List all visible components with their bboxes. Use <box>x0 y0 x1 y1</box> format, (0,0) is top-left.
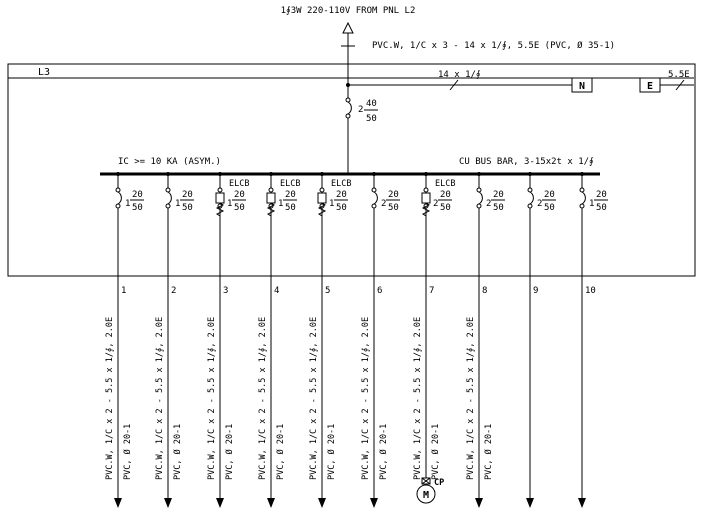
feeder-arrow-icon <box>114 498 122 508</box>
breaker-contact <box>528 188 532 192</box>
feeder-arrow-icon <box>318 498 326 508</box>
breaker-frame: 20 <box>493 190 504 200</box>
breaker-contact <box>218 188 222 192</box>
breaker-symbol <box>582 192 585 204</box>
cable-spec-label: PVC.W, 1/C x 2 - 5.5 x 1/∮, 2.0E <box>309 316 319 480</box>
branch-circuits <box>105 172 608 508</box>
breaker-symbol <box>479 192 482 204</box>
breaker-frame: 20 <box>234 190 245 200</box>
breaker-trip: 50 <box>285 203 296 213</box>
breaker-symbol <box>530 192 533 204</box>
feeder-arrow-icon <box>267 498 275 508</box>
conduit-spec-label: PVC, Ø 20-1 <box>431 423 441 480</box>
breaker-trip: 50 <box>336 203 347 213</box>
circuit-number: 8 <box>482 286 488 296</box>
breaker-trip: 50 <box>234 203 245 213</box>
cable-spec-label: PVC.W, 1/C x 2 - 5.5 x 1/∮, 2.0E <box>361 316 371 480</box>
breaker-trip: 50 <box>440 203 451 213</box>
breaker-frame: 20 <box>182 190 193 200</box>
breaker-poles: 1 <box>125 199 131 209</box>
breaker-contact <box>477 188 481 192</box>
breaker-poles: 1 <box>278 199 284 209</box>
breaker-contact <box>166 204 170 208</box>
ground-cable-label: 5.5E <box>668 70 690 80</box>
circuit-number: 6 <box>377 286 383 296</box>
circuit-number: 2 <box>171 286 177 296</box>
feed-cable-label: PVC.W, 1/C x 3 - 14 x 1/∮, 5.5E (PVC, Ø 35-1) <box>372 41 616 51</box>
main-breaker-trip: 50 <box>366 114 377 124</box>
cable-spec-label: PVC.W, 1/C x 2 - 5.5 x 1/∮, 2.0E <box>258 316 268 480</box>
motor-symbol: M <box>422 490 430 501</box>
conduit-spec-label: PVC, Ø 20-1 <box>173 423 183 480</box>
elcb-label: ELCB <box>229 179 250 189</box>
breaker-trip: 50 <box>388 203 399 213</box>
elcb-symbol <box>267 193 275 203</box>
cable-spec-label: PVC.W, 1/C x 2 - 5.5 x 1/∮, 2.0E <box>105 316 115 480</box>
breaker-contact <box>116 188 120 192</box>
neutral-bar-label: N <box>578 81 586 92</box>
breaker-contact <box>372 188 376 192</box>
circuit-number: 3 <box>223 286 229 296</box>
conduit-spec-label: PVC, Ø 20-1 <box>276 423 286 480</box>
breaker-contact <box>116 204 120 208</box>
breaker-poles: 1 <box>329 199 335 209</box>
elcb-label: ELCB <box>331 179 352 189</box>
ic-rating-label: IC >= 10 KA (ASYM.) <box>118 157 221 167</box>
cable-spec-label: PVC.W, 1/C x 2 - 5.5 x 1/∮, 2.0E <box>466 316 476 480</box>
main-breaker-frame: 40 <box>366 99 377 109</box>
panel-name: L3 <box>38 67 51 78</box>
elcb-label: ELCB <box>280 179 301 189</box>
main-breaker-symbol <box>348 102 351 114</box>
breaker-contact <box>528 204 532 208</box>
breaker-frame: 20 <box>440 190 451 200</box>
cable-spec-label: PVC.W, 1/C x 2 - 5.5 x 1/∮, 2.0E <box>207 316 217 480</box>
feed-arrow <box>343 23 353 33</box>
breaker-poles: 2 <box>381 199 387 209</box>
feeder-arrow-icon <box>370 498 378 508</box>
feeder-arrow-icon <box>216 498 224 508</box>
breaker-contact <box>166 188 170 192</box>
breaker-trip: 50 <box>544 203 555 213</box>
breaker-frame: 20 <box>388 190 399 200</box>
feeder-arrow-icon <box>578 498 586 508</box>
cable-spec-label: PVC.W, 1/C x 2 - 5.5 x 1/∮, 2.0E <box>155 316 165 480</box>
breaker-contact <box>269 188 273 192</box>
breaker-frame: 20 <box>596 190 607 200</box>
breaker-contact <box>580 188 584 192</box>
breaker-symbol <box>168 192 171 204</box>
breaker-frame: 20 <box>132 190 143 200</box>
feeder-arrow-icon <box>475 498 483 508</box>
cable-spec-label: PVC.W, 1/C x 2 - 5.5 x 1/∮, 2.0E <box>413 316 423 480</box>
breaker-contact <box>580 204 584 208</box>
bus-bar-label: CU BUS BAR, 3-15x2t x 1/∮ <box>459 157 594 167</box>
main-breaker-poles: 2 <box>358 105 364 115</box>
elcb-symbol <box>318 193 326 203</box>
conduit-spec-label: PVC, Ø 20-1 <box>225 423 235 480</box>
conduit-spec-label: PVC, Ø 20-1 <box>484 423 494 480</box>
motor-tag: CP <box>434 478 445 488</box>
circuit-number: 10 <box>585 286 596 296</box>
elcb-symbol <box>422 193 430 203</box>
breaker-frame: 20 <box>336 190 347 200</box>
feed-label: 1∮3W 220-110V FROM PNL L2 <box>280 6 416 16</box>
feeder-arrow-icon <box>164 498 172 508</box>
conduit-spec-label: PVC, Ø 20-1 <box>379 423 389 480</box>
conduit-spec-label: PVC, Ø 20-1 <box>327 423 337 480</box>
breaker-poles: 2 <box>537 199 543 209</box>
breaker-contact <box>320 188 324 192</box>
breaker-symbol <box>374 192 377 204</box>
feeder-arrow-icon <box>526 498 534 508</box>
circuit-number: 5 <box>325 286 331 296</box>
breaker-frame: 20 <box>544 190 555 200</box>
breaker-symbol <box>118 192 121 204</box>
circuit-number: 1 <box>121 286 127 296</box>
breaker-poles: 1 <box>175 199 181 209</box>
ground-bar-label: E <box>646 81 654 92</box>
panel-enclosure <box>8 64 695 276</box>
conduit-spec-label: PVC, Ø 20-1 <box>123 423 133 480</box>
breaker-poles: 1 <box>589 199 595 209</box>
breaker-contact <box>424 188 428 192</box>
circuit-number: 7 <box>429 286 435 296</box>
breaker-contact <box>477 204 481 208</box>
breaker-poles: 2 <box>433 199 439 209</box>
elcb-label: ELCB <box>435 179 456 189</box>
circuit-number: 9 <box>533 286 539 296</box>
breaker-trip: 50 <box>132 203 143 213</box>
neutral-cable-label: 14 x 1/∮ <box>438 70 481 80</box>
elcb-symbol <box>216 193 224 203</box>
circuit-number: 4 <box>274 286 280 296</box>
breaker-poles: 2 <box>486 199 492 209</box>
breaker-trip: 50 <box>493 203 504 213</box>
breaker-trip: 50 <box>182 203 193 213</box>
breaker-trip: 50 <box>596 203 607 213</box>
breaker-contact <box>372 204 376 208</box>
breaker-frame: 20 <box>285 190 296 200</box>
breaker-poles: 1 <box>227 199 233 209</box>
